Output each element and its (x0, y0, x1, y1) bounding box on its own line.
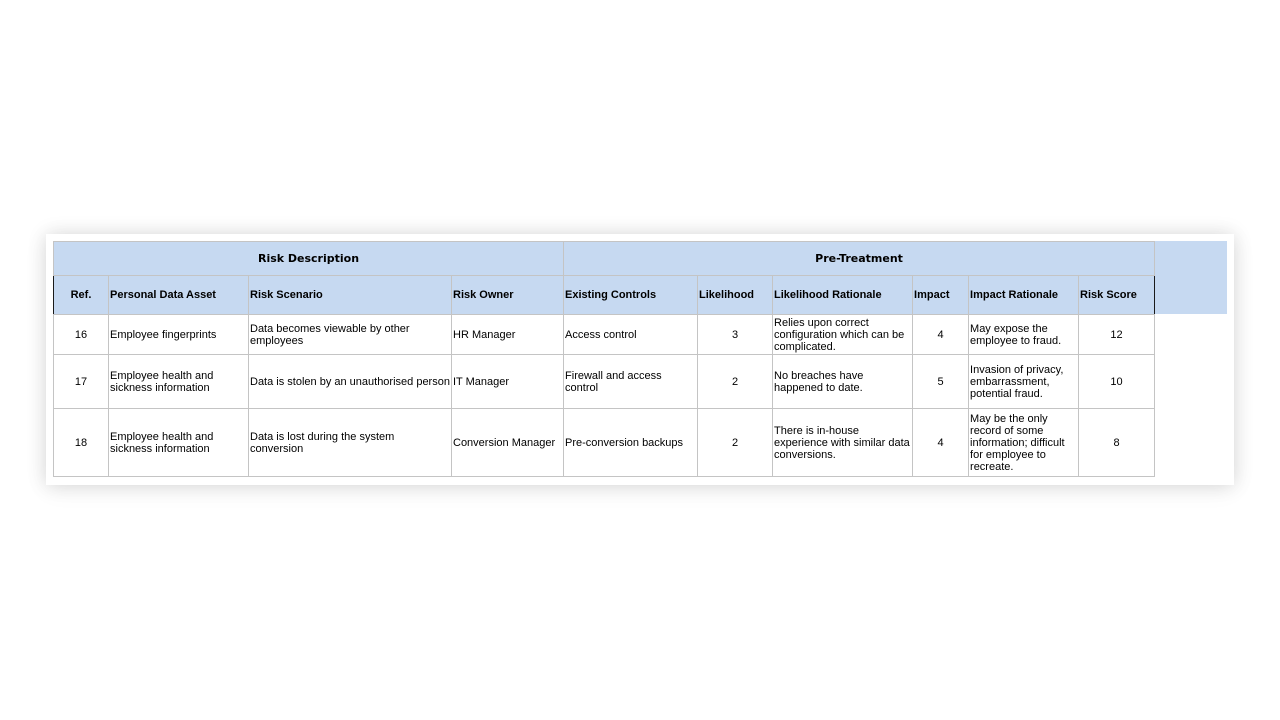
cell-likelihood: 3 (698, 315, 773, 355)
group-header-row (54, 242, 1155, 276)
cell-risk-score: 10 (1079, 355, 1155, 409)
cell-ref: 16 (54, 315, 109, 355)
cell-likelihood-rationale: No breaches have happened to date. (773, 355, 913, 409)
header-fill-extension (1153, 241, 1227, 314)
cell-asset: Employee health and sickness information (109, 409, 249, 477)
cell-owner: HR Manager (452, 315, 564, 355)
cell-likelihood: 2 (698, 409, 773, 477)
column-header-impact-rationale: Impact Rationale (969, 276, 1079, 315)
cell-controls: Pre-conversion backups (564, 409, 698, 477)
cell-impact-rationale: Invasion of privacy, embarrassment, potential fraud. (969, 355, 1079, 409)
group-header-risk-description: Risk Description (54, 242, 564, 276)
cell-impact: 4 (913, 409, 969, 477)
column-header-likelihood: Likelihood (698, 276, 773, 315)
column-header-impact: Impact (913, 276, 969, 315)
cell-scenario: Data is lost during the system conversion (249, 409, 452, 477)
risk-register-sheet (46, 234, 1234, 485)
cell-asset: Employee fingerprints (109, 315, 249, 355)
cell-scenario: Data becomes viewable by other employees (249, 315, 452, 355)
column-header-personal-data-asset: Personal Data Asset (109, 276, 249, 315)
column-header-risk-scenario: Risk Scenario (249, 276, 452, 315)
group-header-pre-treatment: Pre-Treatment (564, 242, 1155, 276)
cell-ref: 17 (54, 355, 109, 409)
cell-controls: Access control (564, 315, 698, 355)
cell-controls: Firewall and access control (564, 355, 698, 409)
column-header-risk-owner: Risk Owner (452, 276, 564, 315)
cell-scenario: Data is stolen by an unauthorised person (249, 355, 452, 409)
table-row (54, 355, 1155, 409)
cell-risk-score: 12 (1079, 315, 1155, 355)
column-header-existing-controls: Existing Controls (564, 276, 698, 315)
cell-impact-rationale: May expose the employee to fraud. (969, 315, 1079, 355)
table-row (54, 409, 1155, 477)
cell-impact: 4 (913, 315, 969, 355)
column-header-risk-score: Risk Score (1079, 276, 1155, 315)
table-row (54, 315, 1155, 355)
column-header-ref: Ref. (54, 276, 109, 315)
risk-register-table (53, 241, 1155, 477)
column-header-row (54, 276, 1155, 315)
cell-likelihood-rationale: There is in-house experience with similar data conversions. (773, 409, 913, 477)
column-header-likelihood-rationale: Likelihood Rationale (773, 276, 913, 315)
cell-owner: IT Manager (452, 355, 564, 409)
cell-impact: 5 (913, 355, 969, 409)
cell-risk-score: 8 (1079, 409, 1155, 477)
cell-ref: 18 (54, 409, 109, 477)
cell-likelihood-rationale: Relies upon correct configuration which can be complicated. (773, 315, 913, 355)
cell-asset: Employee health and sickness information (109, 355, 249, 409)
cell-likelihood: 2 (698, 355, 773, 409)
cell-owner: Conversion Manager (452, 409, 564, 477)
cell-impact-rationale: May be the only record of some information; difficult for employee to recreate. (969, 409, 1079, 477)
